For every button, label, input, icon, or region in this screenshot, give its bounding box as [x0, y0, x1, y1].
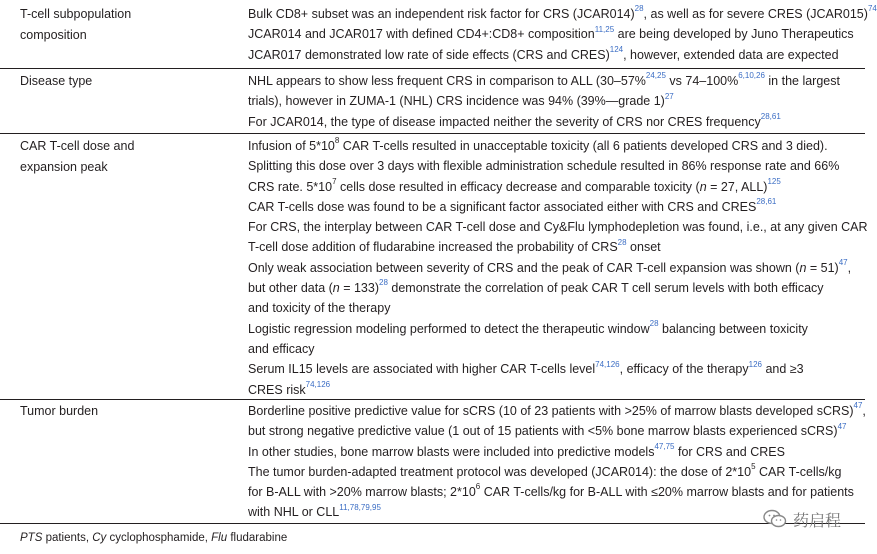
text-run: trials), however in ZUMA-1 (NHL) CRS incidence was 94% (39%—grade 1): [248, 94, 665, 109]
text-run: For JCAR014, the type of disease impacted neither the severity of CRS nor CRES frequency: [248, 114, 761, 129]
citation-ref[interactable]: 11,78,79,95: [339, 502, 381, 512]
content-line: [248, 462, 848, 482]
label-line: expansion peak: [20, 159, 108, 174]
text-run: ,: [862, 404, 866, 418]
row-label: [20, 71, 235, 92]
content-line: [248, 136, 848, 156]
text-run: For CRS, the interplay between CAR T-cell dose and Cy&Flu lymphodepletion was found, i.e., at any given CAR: [248, 220, 868, 235]
text-run: cells dose resulted in efficacy decrease and comparable toxicity (: [336, 179, 700, 194]
text-run: , as well as for severe CRES (JCAR015): [643, 7, 868, 21]
content-line: [248, 71, 848, 91]
text-run: = 51): [806, 260, 839, 275]
citation-ref[interactable]: 28: [379, 278, 388, 288]
row-divider: [0, 133, 865, 134]
row-divider: [0, 68, 865, 69]
italic-run: PTS: [20, 532, 43, 544]
text-run: CRES risk: [248, 382, 306, 397]
citation-ref[interactable]: 47: [837, 421, 847, 431]
text-run: and toxicity of the therapy: [248, 301, 391, 316]
citation-ref[interactable]: 28: [617, 237, 627, 247]
row-content: [248, 136, 868, 400]
citation-ref[interactable]: 47,75: [654, 441, 675, 451]
text-run: Splitting this dose over 3 days with flexible administration schedule resulted in 86% response rate and 66%: [248, 159, 840, 174]
citation-ref[interactable]: 126: [748, 359, 762, 369]
italic-run: Cy: [92, 532, 107, 544]
text-run: with NHL or CLL: [248, 505, 340, 520]
citation-ref[interactable]: 24,25: [645, 71, 666, 81]
text-run: CAR T-cells dose was found to be a significant factor associated either with CRS and CRES: [248, 199, 757, 214]
text-run: = 133): [339, 281, 379, 296]
text-run: JCAR017 demonstrated low rate of side effects (CRS and CRES): [248, 47, 610, 62]
content-line: [248, 359, 848, 379]
text-run: , however, extended data are expected: [623, 47, 839, 62]
text-run: T-cell dose addition of fludarabine increased the probability of CRS: [248, 240, 618, 255]
exponent: 5: [751, 462, 756, 472]
text-run: and ≥3: [762, 362, 804, 377]
citation-ref[interactable]: 6,10,26: [738, 71, 765, 81]
content-line: [248, 319, 848, 339]
citation-ref[interactable]: 28,61: [756, 197, 777, 207]
label-line: CAR T-cell dose and: [20, 139, 135, 153]
citation-ref[interactable]: 125: [767, 176, 781, 186]
label-line: composition: [20, 27, 87, 42]
text-run: = 27, ALL): [706, 179, 768, 194]
content-line: [248, 156, 848, 176]
wechat-icon: [763, 509, 787, 529]
exponent: 8: [334, 136, 340, 146]
row-content: [248, 4, 877, 65]
content-line: [248, 339, 848, 359]
text-run: in the largest: [764, 74, 840, 88]
content-line: [248, 91, 848, 111]
row-divider: [0, 399, 865, 400]
content-line: [248, 421, 848, 441]
citation-ref[interactable]: 47: [838, 258, 848, 268]
text-run: In other studies, bone marrow blasts were included into predictive models: [248, 444, 655, 459]
text-run: JCAR014 and JCAR017 with defined CD4+:CD8+ composition: [248, 27, 595, 42]
citation-ref[interactable]: 28: [649, 318, 659, 328]
exponent: 6: [475, 482, 481, 492]
content-line: [248, 502, 848, 522]
content-line: [248, 24, 854, 44]
text-run: are being developed by Juno Therapeutics: [614, 27, 854, 42]
citation-ref[interactable]: 74,126: [595, 359, 620, 369]
content-line: [248, 401, 866, 421]
text-run: Infusion of 5*10: [248, 139, 335, 153]
text-run: Logistic regression modeling performed to detect the therapeutic window: [248, 321, 650, 336]
label-line: Disease type: [20, 74, 93, 88]
content-line: [248, 380, 848, 400]
text-run: ,: [847, 260, 852, 275]
italic-run: Flu: [211, 532, 228, 544]
label-line: T-cell subpopulation: [20, 7, 132, 21]
text-run: onset: [626, 240, 661, 255]
citation-ref[interactable]: 28,61: [760, 111, 781, 121]
text-run: Serum IL15 levels are associated with higher CAR T-cells level: [248, 362, 596, 377]
text-run: The tumor burden-adapted treatment protocol was developed (JCAR014): the dose of 2*10: [248, 464, 752, 479]
content-line: [248, 442, 848, 462]
text-run: NHL appears to show less frequent CRS in comparison to ALL (30–57%: [248, 74, 646, 88]
italic-run: n: [699, 179, 707, 194]
exponent: 7: [332, 176, 337, 186]
row-content: [248, 71, 848, 132]
content-line: [248, 482, 854, 502]
text-run: but strong negative predictive value (1 out of 15 patients with <5% bone marrow blasts experienced sCRS): [248, 424, 838, 439]
text-run: for CRS and CRES: [674, 444, 785, 459]
text-run: CAR T-cells/kg for B-ALL with ≤20% marrow blasts and for patients: [480, 485, 854, 500]
text-run: and efficacy: [248, 341, 315, 356]
row-label: [20, 401, 235, 422]
citation-ref[interactable]: 74,126: [305, 379, 331, 389]
text-run: Borderline positive predictive value for sCRS (10 of 23 patients with >25% of marrow blasts developed sCRS): [248, 404, 854, 418]
content-line: [248, 278, 848, 298]
content-line: [248, 217, 868, 237]
italic-run: n: [799, 260, 807, 275]
text-run: , efficacy of the therapy: [619, 362, 749, 377]
text-run: vs 74–100%: [665, 74, 739, 88]
content-line: [248, 177, 848, 197]
table-bottom-rule: [0, 523, 865, 524]
italic-run: n: [332, 281, 340, 296]
content-line: [248, 298, 848, 318]
text-run: demonstrate the correlation of peak CAR T cell serum levels with both efficacy: [387, 281, 824, 296]
label-line: Tumor burden: [20, 404, 99, 418]
citation-ref[interactable]: 11,25: [594, 24, 615, 34]
citation-ref[interactable]: 27: [664, 91, 674, 101]
text-run: balancing between toxicity: [658, 321, 808, 336]
text-run: Only weak association between severity of CRS and the peak of CAR T-cell expansion was shown (: [248, 260, 800, 275]
text-run: CAR T-cells resulted in unacceptable toxicity (all 6 patients developed CRS and 3 died).: [339, 139, 828, 153]
text-run: CAR T-cells/kg: [755, 464, 842, 479]
citation-ref[interactable]: 47: [853, 401, 863, 411]
text-run: cyclophosphamide,: [106, 532, 212, 544]
row-content: [248, 401, 866, 523]
text-run: for B-ALL with >20% marrow blasts; 2*10: [248, 485, 476, 500]
row-label: [20, 136, 235, 177]
text-run: fludarabine: [227, 532, 288, 544]
citation-ref[interactable]: 124: [609, 44, 624, 54]
row-label: [20, 4, 235, 45]
text-run: but other data (: [248, 281, 333, 296]
watermark-text: 药启程: [792, 510, 841, 530]
content-line: [248, 4, 877, 24]
citation-ref[interactable]: 74: [867, 4, 877, 14]
content-line: [248, 258, 852, 278]
content-line: [248, 197, 848, 217]
text-run: CRS rate. 5*10: [248, 179, 333, 194]
content-line: [248, 237, 848, 257]
text-run: Bulk CD8+ subset was an independent risk factor for CRS (JCAR014): [248, 7, 635, 21]
content-line: [248, 45, 848, 65]
content-line: [248, 112, 848, 132]
text-run: patients,: [42, 532, 93, 544]
watermark: [763, 505, 841, 533]
table-footnote: [20, 529, 287, 547]
citation-ref[interactable]: 28: [634, 4, 644, 14]
